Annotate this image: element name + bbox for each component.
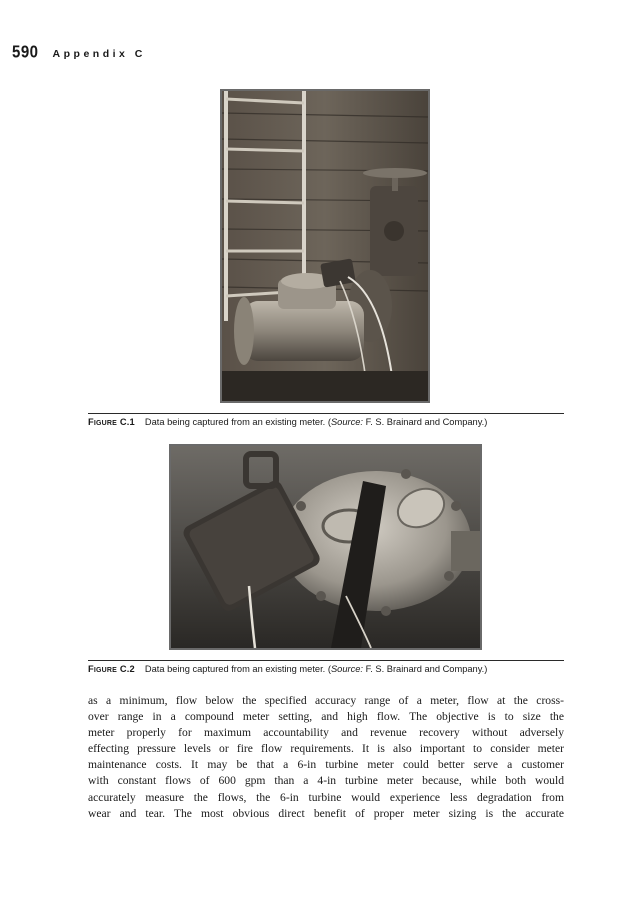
figure-c2-caption-rule bbox=[88, 660, 564, 661]
page-number: 590 bbox=[12, 42, 39, 63]
page-header bbox=[12, 44, 146, 61]
body-line: accurately measure the flows, the 6-in turbine would experience less degradation from bbox=[88, 790, 564, 804]
running-head: Appendix C bbox=[52, 48, 146, 60]
body-line: with constant flows of 600 gpm than a 4-in turbine meter because, while both would bbox=[88, 774, 564, 788]
figure-c2-label: Figure C.2 bbox=[88, 664, 135, 674]
body-line: as a minimum, flow below the specified accuracy range of a meter, flow at the cross- bbox=[88, 694, 564, 707]
body-line: meter properly for maximum accountability and revenue recovery without adversely bbox=[88, 726, 564, 740]
figure-c2-caption bbox=[88, 664, 568, 674]
figure-c2-caption-text: Data being captured from an existing meter. ( bbox=[144, 664, 331, 674]
figure-c1-caption bbox=[88, 417, 568, 427]
figure-c2-photo bbox=[169, 444, 482, 650]
meter-installation-photo-icon bbox=[222, 91, 428, 401]
body-line: over range in a compound meter setting, and high flow. The objective is to size the bbox=[88, 710, 564, 724]
figure-c1-source-label: Source: bbox=[330, 417, 363, 427]
meter-closeup-photo-icon bbox=[171, 446, 480, 648]
figure-c2-source-label: Source: bbox=[330, 664, 363, 674]
body-line: effecting pressure levels or fire flow requirements. It is also important to consider meter bbox=[88, 742, 564, 756]
figure-c1-photo bbox=[220, 89, 430, 403]
figure-c1-source-text: F. S. Brainard and Company.) bbox=[363, 417, 488, 427]
figure-c1-caption-text: Data being captured from an existing meter. ( bbox=[144, 417, 331, 427]
figure-c1-caption-rule bbox=[88, 413, 564, 414]
body-line: maintenance costs. It may be that a 6-in turbine meter could better serve a customer bbox=[88, 758, 564, 772]
body-paragraph bbox=[88, 693, 564, 822]
figure-c1-label: Figure C.1 bbox=[88, 417, 135, 427]
figure-c2-source-text: F. S. Brainard and Company.) bbox=[363, 664, 488, 674]
body-line: wear and tear. The most obvious direct benefit of proper meter sizing is the accurate bbox=[88, 806, 564, 820]
